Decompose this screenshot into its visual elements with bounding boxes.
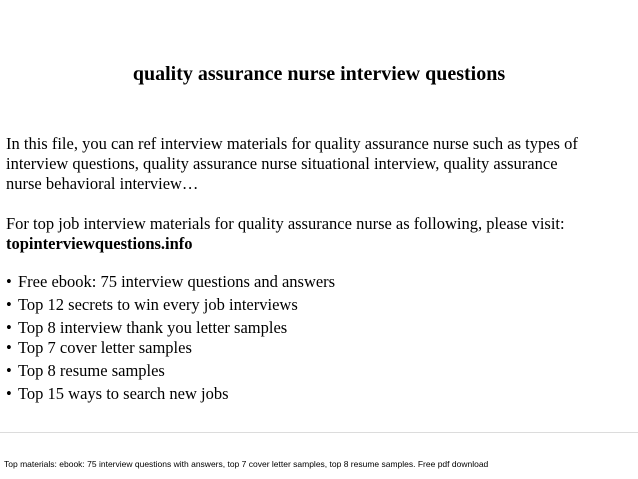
bullet-icon: • <box>6 272 12 291</box>
bullet-icon: • <box>6 384 12 403</box>
list-item-label: Top 12 secrets to win every job interviews <box>18 295 298 314</box>
bullet-icon: • <box>6 295 12 314</box>
site-link[interactable]: topinterviewquestions.info <box>6 234 193 253</box>
list-item <box>6 361 165 381</box>
promo-line: For top job interview materials for quality assurance nurse as following, please visit: <box>6 214 565 233</box>
footer-text: Top materials: ebook: 75 interview questions with answers, top 7 cover letter samples, top 8 resume samples. Free pdf download <box>4 459 489 469</box>
intro-line: In this file, you can ref interview materials for quality assurance nurse such as types of <box>6 134 578 153</box>
intro-line: interview questions, quality assurance nurse situational interview, quality assurance <box>6 154 558 173</box>
bullet-icon: • <box>6 318 12 337</box>
list-item <box>6 384 229 404</box>
footer-divider <box>0 432 638 433</box>
list-item <box>6 318 287 338</box>
intro-line: nurse behavioral interview… <box>6 174 199 193</box>
list-item <box>6 272 335 292</box>
promo-paragraph <box>6 214 636 254</box>
list-item-label: Top 8 interview thank you letter samples <box>18 318 288 337</box>
intro-paragraph <box>6 134 636 194</box>
list-item-label: Free ebook: 75 interview questions and answers <box>18 272 336 291</box>
page-title: quality assurance nurse interview questions <box>132 63 506 85</box>
list-item <box>6 338 192 358</box>
list-item-label: Top 8 resume samples <box>18 361 165 380</box>
bullet-icon: • <box>6 338 12 357</box>
list-item <box>6 295 298 315</box>
list-item-label: Top 15 ways to search new jobs <box>18 384 229 403</box>
bullet-icon: • <box>6 361 12 380</box>
list-item-label: Top 7 cover letter samples <box>18 338 192 357</box>
